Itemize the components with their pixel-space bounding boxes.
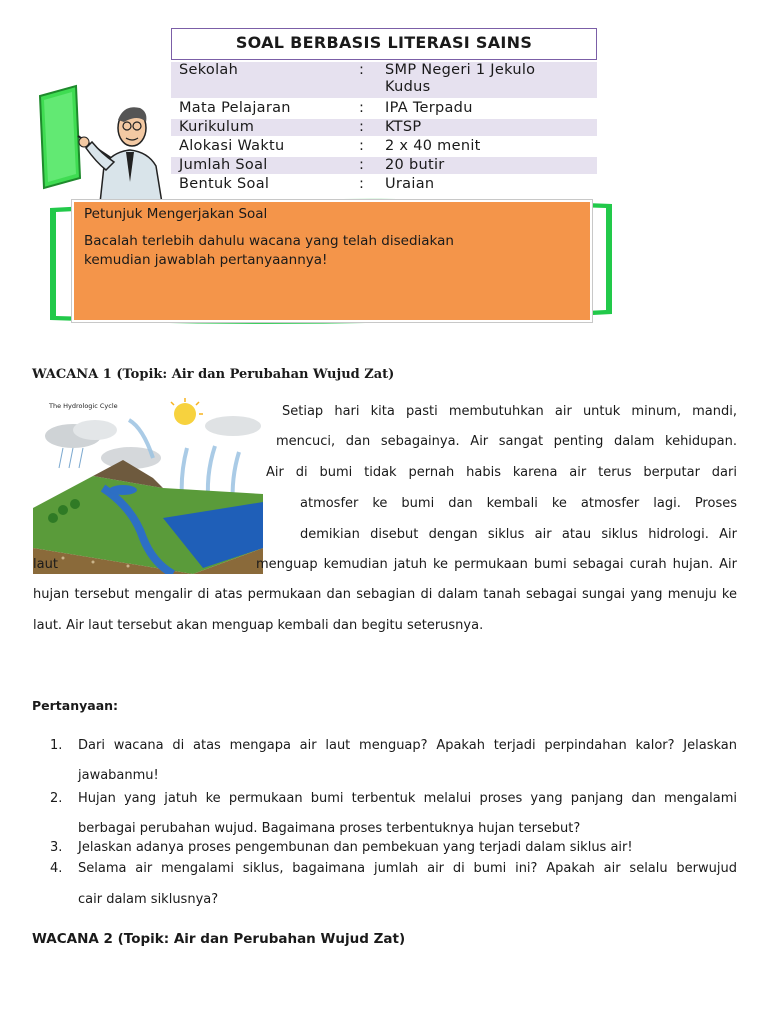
info-row-subject: Mata Pelajaran : IPA Terpadu <box>179 100 473 116</box>
worksheet-title: SOAL BERBASIS LITERASI SAINS <box>171 28 597 60</box>
wacana1-line-5: demikian disebut dengan siklus air atau siklus hidrologi. Air <box>300 527 737 542</box>
wacana1-line-4: atmosfer ke bumi dan kembali ke atmosfer lagi. Proses <box>300 496 737 511</box>
wacana1-heading: WACANA 1 (Topik: Air dan Perubahan Wujud Zat) <box>32 367 395 382</box>
wacana1-line-6-lead: laut <box>33 557 58 572</box>
instruction-box <box>72 200 592 322</box>
wacana1-line-3: Air di bumi tidak pernah habis karena air terus berputar dari <box>266 465 737 480</box>
info-row-format: Bentuk Soal : Uraian <box>179 176 435 192</box>
teacher-clipart-icon <box>38 78 168 203</box>
info-row-curriculum: Kurikulum : KTSP <box>171 119 597 136</box>
info-table <box>171 62 597 195</box>
info-row-school: Sekolah : SMP Negeri 1 Jekulo Kudus <box>171 62 597 98</box>
hydrologic-cycle-diagram <box>33 398 263 574</box>
questions-heading: Pertanyaan: <box>32 698 119 713</box>
instruction-text: Bacalah terlebih dahulu wacana yang telah disediakan kemudian jawablah pertanyaannya! <box>84 233 454 268</box>
info-row-count: Jumlah Soal : 20 butir <box>171 157 597 174</box>
wacana1-line-1: Setiap hari kita pasti membutuhkan air untuk minum, mandi, <box>282 404 737 419</box>
instruction-title: Petunjuk Mengerjakan Soal <box>84 206 268 222</box>
diagram-title: The Hydrologic Cycle <box>49 402 118 410</box>
wacana1-line-6: menguap kemudian jatuh ke permukaan bumi sebagai curah hujan. Air <box>256 557 737 572</box>
info-row-time: Alokasi Waktu : 2 x 40 menit <box>179 138 481 154</box>
wacana2-heading: WACANA 2 (Topik: Air dan Perubahan Wujud Zat) <box>32 931 406 947</box>
wacana1-paragraph-rest: hujan tersebut mengalir di atas permukaan dan sebagian di dalam tanah sebagai sungai yang menuju ke laut. Air laut tersebut akan menguap kembali dan begitu seterusnya. <box>33 587 737 633</box>
wacana1-line-2: mencuci, dan sebagainya. Air sangat penting dalam kehidupan. <box>276 434 737 449</box>
